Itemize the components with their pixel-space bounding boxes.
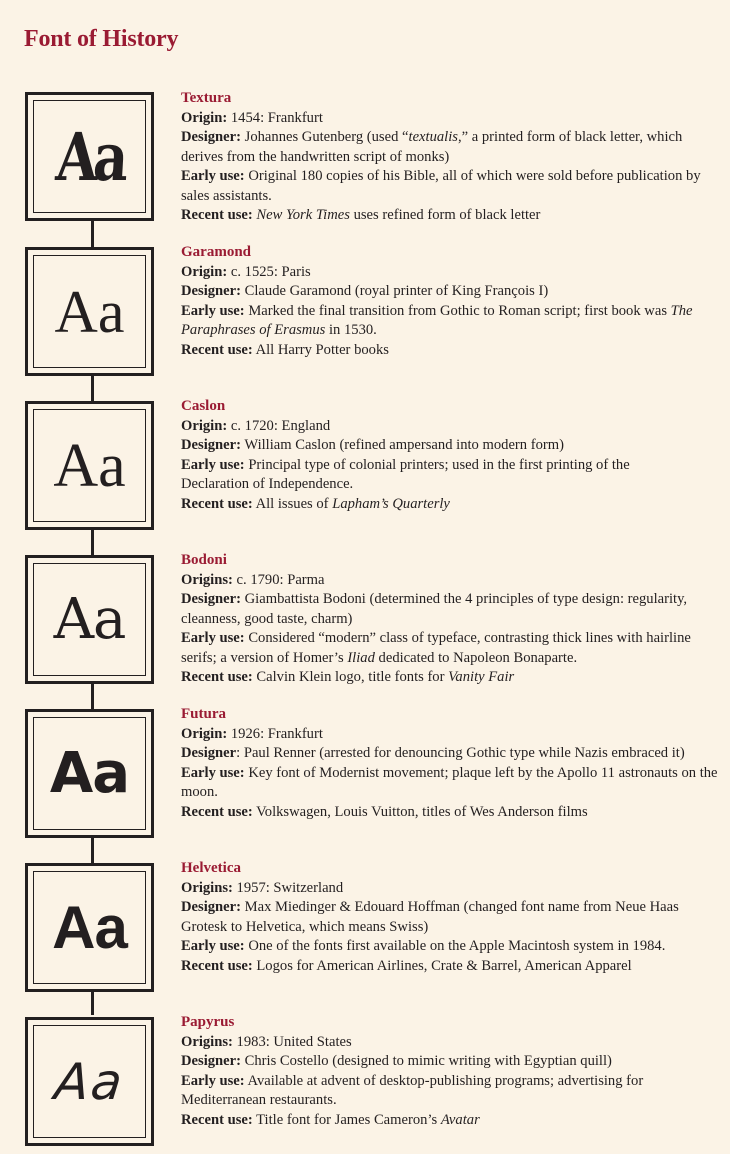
origin-value: 1983: United States <box>236 1033 352 1050</box>
early-use-label: Early use: <box>181 302 245 319</box>
recent-use-label: Recent use: <box>181 495 253 512</box>
font-name: Garamond <box>181 244 252 260</box>
font-name: Futura <box>181 706 226 722</box>
font-sample-papyrus: Aa <box>52 1052 127 1111</box>
recent-use-italic: Lapham’s Quarterly <box>332 495 450 512</box>
origin-value: c. 1790: Parma <box>236 571 325 588</box>
early-use-label: Early use: <box>181 764 245 781</box>
early-use-value: One of the fonts first available on the Apple Macintosh system in 1984. <box>248 938 666 954</box>
sample-box-caslon <box>25 401 154 530</box>
early-use-italic: The Paraphrases of Erasmus <box>181 302 693 338</box>
designer-value: William Caslon (refined ampersand into modern form) <box>244 437 564 453</box>
recent-use-value: uses refined form of black letter <box>349 207 541 223</box>
recent-use-italic: Avatar <box>440 1111 480 1128</box>
early-use-label: Early use: <box>181 168 245 184</box>
designer-value: Giambattista Bodoni (determined the 4 principles of type design: regularity, cleanness, good taste, charm) <box>181 591 688 627</box>
recent-use-value: Title font for James Cameron’s <box>256 1111 441 1128</box>
designer-label: Designer: <box>181 899 241 915</box>
recent-use-label: Recent use: <box>181 957 253 974</box>
origin-label: Origins: <box>181 1033 233 1050</box>
recent-use-label: Recent use: <box>181 207 253 223</box>
sample-box-papyrus <box>25 1017 154 1146</box>
designer-value: Johannes Gutenberg (used “ <box>244 129 409 145</box>
origin-label: Origin: <box>181 725 228 742</box>
font-entry-futura <box>181 705 721 822</box>
sample-box-futura <box>25 709 154 838</box>
designer-italic: textualis <box>408 129 458 145</box>
designer-value: Chris Costello (designed to mimic writing with Egyptian quill) <box>244 1053 612 1069</box>
recent-use-value: Calvin Klein logo, title fonts for <box>256 669 449 685</box>
sample-box-helvetica <box>25 863 154 992</box>
designer-label: Designer <box>181 745 237 761</box>
recent-use-value: Volkswagen, Louis Vuitton, titles of Wes Anderson films <box>256 803 588 820</box>
font-name: Papyrus <box>181 1014 235 1030</box>
font-entry-textura <box>181 89 721 226</box>
font-name: Bodoni <box>181 552 227 568</box>
origin-label: Origin: <box>181 417 228 434</box>
font-sample-textura: Aa <box>53 117 126 196</box>
origin-value: 1957: Switzerland <box>236 879 344 896</box>
font-entry-bodoni <box>181 551 721 688</box>
early-use-value: Considered “modern” class of typeface, contrasting thick lines with hairline serifs; a version of Homer’s <box>181 630 691 666</box>
font-sample-bodoni: Aa <box>53 586 126 652</box>
font-entry-caslon <box>181 397 721 514</box>
early-use-value: Original 180 copies of his Bible, all of which were sold before publication by sales assistants. <box>181 168 701 204</box>
origin-value: c. 1525: Paris <box>230 263 311 280</box>
recent-use-label: Recent use: <box>181 1111 253 1128</box>
origin-label: Origins: <box>181 879 233 896</box>
designer-label: Designer: <box>181 129 241 145</box>
origin-label: Origin: <box>181 263 228 280</box>
early-use-value: Key font of Modernist movement; plaque left by the Apollo 11 astronauts on the moon. <box>181 764 718 800</box>
font-sample-helvetica: Aa <box>52 893 127 961</box>
sample-box-garamond <box>25 247 154 376</box>
early-use-label: Early use: <box>181 938 245 954</box>
origin-value: 1926: Frankfurt <box>230 725 323 742</box>
recent-use-label: Recent use: <box>181 341 253 358</box>
font-sample-futura: Aa <box>49 740 130 806</box>
origin-value: 1454: Frankfurt <box>230 109 323 126</box>
recent-use-value: Logos for American Airlines, Crate & Barrel, American Apparel <box>256 957 632 974</box>
font-entry-papyrus <box>181 1013 721 1130</box>
early-use-label: Early use: <box>181 1072 245 1089</box>
early-use-value: Marked the final transition from Gothic to Roman script; first book was <box>248 302 671 319</box>
early-use-value: Principal type of colonial printers; used in the first printing of the Declaration of Independence. <box>181 456 630 492</box>
page-title: Font of History <box>24 26 179 52</box>
recent-use-label: Recent use: <box>181 669 253 685</box>
sample-box-bodoni <box>25 555 154 684</box>
origin-value: c. 1720: England <box>230 417 331 434</box>
font-sample-caslon: Aa <box>53 431 126 500</box>
designer-label: Designer: <box>181 437 241 453</box>
origin-label: Origins: <box>181 571 233 588</box>
font-name: Textura <box>181 90 232 106</box>
font-entry-garamond <box>181 243 721 360</box>
early-use-label: Early use: <box>181 456 245 473</box>
recent-use-label: Recent use: <box>181 803 253 820</box>
recent-use-italic: Vanity Fair <box>448 669 515 685</box>
recent-use-italic: New York Times <box>256 207 350 223</box>
recent-use-value: All Harry Potter books <box>255 341 389 358</box>
origin-label: Origin: <box>181 109 228 126</box>
early-use-label: Early use: <box>181 630 245 646</box>
designer-label: Designer: <box>181 283 241 299</box>
font-entry-helvetica <box>181 859 721 976</box>
early-use-value-cont: dedicated to Napoleon Bonaparte. <box>374 649 578 666</box>
early-use-value: Available at advent of desktop-publishing programs; advertising for Mediterranean restaurants. <box>181 1072 644 1108</box>
designer-value: Max Miedinger & Edouard Hoffman (changed font name from Neue Haas Grotesk to Helvetica, which means Swiss) <box>181 899 679 935</box>
font-sample-garamond: Aa <box>54 278 125 345</box>
font-name: Helvetica <box>181 860 241 876</box>
sample-box-textura <box>25 92 154 221</box>
font-name: Caslon <box>181 398 226 414</box>
recent-use-value: All issues of <box>255 495 333 512</box>
designer-value: : Paul Renner (arrested for denouncing Gothic type while Nazis embraced it) <box>236 745 685 761</box>
designer-label: Designer: <box>181 1053 241 1069</box>
designer-value: Claude Garamond (royal printer of King François I) <box>244 283 549 299</box>
early-use-value-cont: in 1530. <box>325 322 377 338</box>
designer-value-cont: ,” a printed form of black letter, which derives from the handwritten script of monks) <box>181 129 683 165</box>
early-use-italic: Iliad <box>347 649 375 666</box>
designer-label: Designer: <box>181 591 241 607</box>
